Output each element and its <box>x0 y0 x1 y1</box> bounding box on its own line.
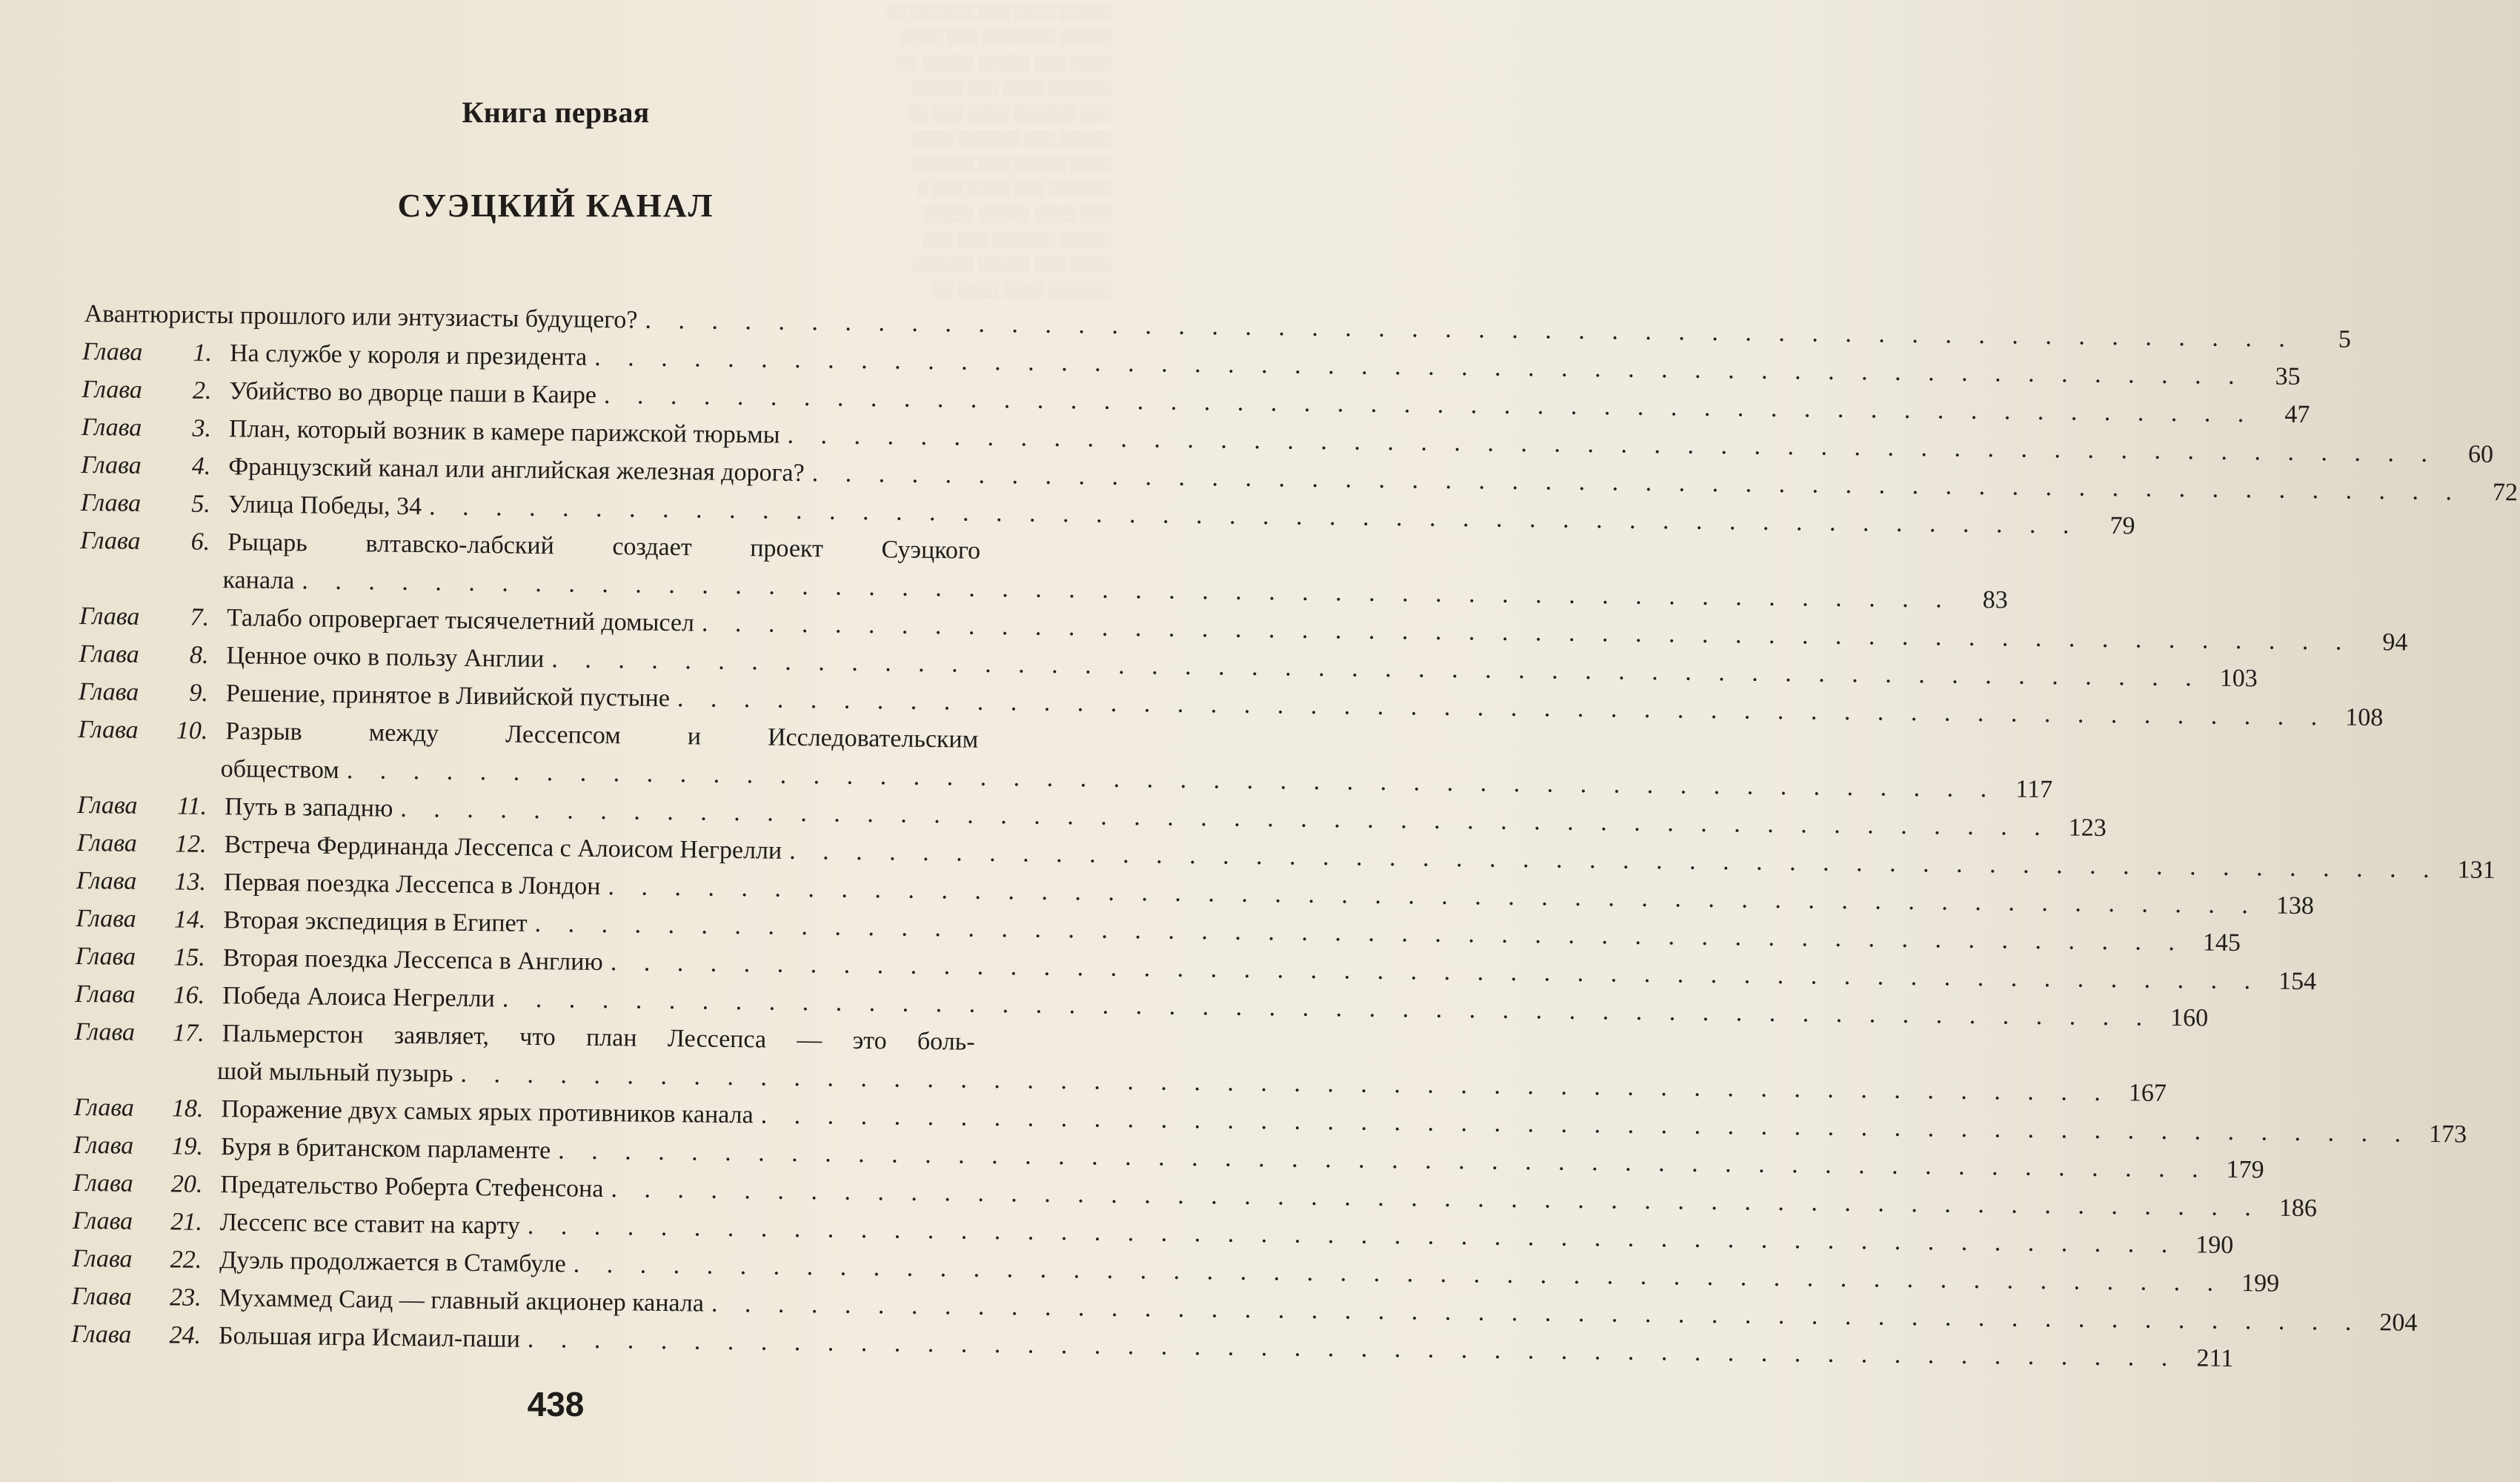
chapter-label: Глава <box>82 337 143 366</box>
chapter-label: Глава <box>76 866 137 895</box>
leader-dots: . . . . . . . . . . . . . . . . . . . . . . . . . . . . . . . . . . . . . . . . . . . . . . . . . . <box>534 909 2186 957</box>
leader-dots: . . . . . . . . . . . . . . . . . . . . . . . . . . . . . . . . . . . . . . . . . . . . . . . . . . <box>527 1212 2178 1259</box>
chapter-page: 83 <box>1982 586 2008 614</box>
chapter-label: Глава <box>80 526 141 555</box>
chapter-title: Победа Алоиса Негрелли <box>222 982 496 1013</box>
chapter-title: Путь в западню <box>224 793 393 823</box>
chapter-page: 211 <box>2196 1344 2234 1373</box>
chapter-title: План, который возник в камере парижской тюрьмы <box>228 415 780 449</box>
chapter-title: На службе у короля и президента <box>229 339 588 371</box>
chapter-number: 4. <box>191 452 211 480</box>
chapter-page: 186 <box>2278 1194 2318 1223</box>
chapter-label: Глава <box>81 413 142 442</box>
toc-chapter-row <box>74 1013 2167 1107</box>
chapter-page: 167 <box>2128 1079 2167 1107</box>
chapter-label: Глава <box>76 904 136 933</box>
chapter-title: Встреча Фердинанда Лессепса с Алоисом Негрелли <box>224 831 782 865</box>
chapter-title: Французский канал или английская железная дорога? <box>228 453 805 488</box>
chapter-number: 9. <box>189 679 209 707</box>
chapter-title: Первая поездка Лессепса в Лондон <box>223 868 601 900</box>
chapter-label: Глава <box>82 375 143 404</box>
show-through-text: ░░░░░ ░░░░ ░░░ ░░░░░░ ░░ ░░░░░ ░░░░░░░ ░░░ ░░░░ ░░░░ ░░░ ░░░░░ ░░░░░ ░░ ░░░░░░ ░░░░ ░░░ ░░░░░ ░░░ ░░░░░░ ░░░░ ░░░ ░░ ░░░░░ ░░░ ░░░░░░ ░░░░ ░░░░ ░░░░░ ░░░ ░░░░░░ ░░░░░░ ░░░ ░░░░ ░░░ ░ ░░░ ░░░░ ░░░░░ ░░░░░ ░░░░░ ░░░░░░ ░░░ ░░░ ░░░░ ░░░ ░░░░░ ░░░░░░ ░░░░░░ ░░░░ ░░░░ ░░ <box>886 4 1111 298</box>
chapter-number: 24. <box>169 1321 202 1349</box>
chapter-page: 79 <box>2110 512 2135 540</box>
chapter-page: 123 <box>2068 814 2107 843</box>
chapter-page: 117 <box>2015 775 2053 804</box>
chapter-page: 138 <box>2275 891 2315 920</box>
chapter-title: Лессепс все ставит на карту <box>219 1209 521 1240</box>
leader-dots: . . . . . . . . . . . . . . . . . . . . . . . . . . . . . . . . . . . . . . . . . . . . . . . . . . <box>428 493 2080 539</box>
leader-dots: . . . . . . . . . . . . . . . . . . . . . . . . . . . . . . . . . . . . . . . . . . . . . . . . . . <box>460 1060 2112 1107</box>
chapter-label: Глава <box>74 1017 136 1046</box>
leader-dots: . . . . . . . . . . . . . . . . . . . . . . . . . . . . . . . . . . . . . . . . . . . . . . . . . . <box>573 1250 2224 1297</box>
leader-dots: . . . . . . . . . . . . . . . . . . . . . . . . . . . . . . . . . . . . . . . . . . . . . . . . . . <box>645 306 2296 353</box>
chapter-number: 6. <box>190 528 210 556</box>
chapter-label: Глава <box>75 942 136 971</box>
chapter-number: 11. <box>176 792 207 820</box>
chapter-label: Глава <box>79 602 140 631</box>
chapter-label: Глава <box>75 980 136 1009</box>
chapter-title-continued: шой мыльный пузырь <box>216 1057 453 1088</box>
chapter-label: Глава <box>73 1169 133 1197</box>
chapter-label: Глава <box>72 1244 133 1273</box>
chapter-title: Рыцарь влтавско-лабский создает проект Суэцкого <box>227 528 981 565</box>
chapter-label: Глава <box>78 715 139 744</box>
chapter-number: 23. <box>169 1283 202 1312</box>
chapter-title: Пальмерстон заявляет, что план Лессепса — это боль- <box>222 1020 975 1056</box>
chapter-number: 18. <box>171 1094 204 1123</box>
chapter-page: 179 <box>2226 1155 2264 1184</box>
leader-dots: . . . . . . . . . . . . . . . . . . . . . . . . . . . . . . . . . . . . . . . . . . . . . . . . . . <box>811 459 2463 506</box>
chapter-page: 160 <box>2170 1004 2209 1032</box>
chapter-title: Улица Победы, 34 <box>227 491 422 521</box>
page-number: 438 <box>527 1385 585 1423</box>
chapter-title: Мухаммед Саид — главный акционер канала <box>219 1284 705 1317</box>
chapter-number: 14. <box>173 906 206 934</box>
chapter-title: Разрыв между Лессепсом и Исследовательским <box>225 717 979 754</box>
chapter-title: Предательство Роберта Стефенсона <box>220 1171 604 1203</box>
chapter-title: Убийство во дворце паши в Каире <box>229 377 597 409</box>
chapter-number: 8. <box>189 641 209 669</box>
chapter-page: 72 <box>2492 478 2519 507</box>
chapter-title: Вторая поездка Лессепса в Англию <box>222 944 604 977</box>
table-of-contents <box>70 295 2519 1373</box>
toc-chapter-row <box>79 522 2008 614</box>
toc-chapter-row <box>77 711 2053 804</box>
chapter-page: 190 <box>2195 1231 2234 1260</box>
chapter-number: 10. <box>176 717 208 745</box>
chapter-page: 154 <box>2278 967 2317 996</box>
leader-dots: . . . . . . . . . . . . . . . . . . . . . . . . . . . . . . . . . . . . . . . . . . . . . . . . . . <box>760 1101 2412 1148</box>
chapter-title: Буря в британском парламенте <box>220 1133 551 1165</box>
chapter-page: 35 <box>2275 362 2301 391</box>
chapter-label: Глава <box>70 1320 132 1349</box>
chapter-number: 19. <box>171 1132 204 1160</box>
chapter-page: 204 <box>2379 1309 2418 1337</box>
leader-dots: . . . . . . . . . . . . . . . . . . . . . . . . . . . . . . . . . . . . . . . . . . . . . . . . . . <box>701 609 2353 656</box>
leader-dots: . . . . . . . . . . . . . . . . . . . . . . . . . . . . . . . . . . . . . . . . . . . . . . . . . . <box>558 1137 2209 1183</box>
chapter-page: 94 <box>2382 628 2408 657</box>
chapter-label: Глава <box>78 677 139 706</box>
chapter-title: Дуэль продолжается в Стамбуле <box>219 1246 567 1278</box>
leader-dots: . . . . . . . . . . . . . . . . . . . . . . . . . . . . . . . . . . . . . . . . . . . . . . . . . . <box>551 645 2202 692</box>
chapter-title-continued: обществом <box>220 755 340 784</box>
chapter-label: Глава <box>73 1131 134 1160</box>
leader-dots: . . . . . . . . . . . . . . . . . . . . . . . . . . . . . . . . . . . . . . . . . . . . . . . . . . <box>611 1175 2262 1222</box>
chapter-number: 15. <box>173 943 206 971</box>
chapter-number: 3. <box>192 414 212 442</box>
chapter-title: Вторая экспедиция в Египет <box>223 906 528 937</box>
chapter-number: 7. <box>190 603 210 631</box>
leader-dots: . . . . . . . . . . . . . . . . . . . . . . . . . . . . . . . . . . . . . . . . . . . . . . . . . . <box>502 985 2153 1031</box>
chapter-page: 108 <box>2345 703 2384 732</box>
chapter-number: 1. <box>193 339 213 367</box>
leader-dots: . . . . . . . . . . . . . . . . . . . . . . . . . . . . . . . . . . . . . . . . . . . . . . . . . . <box>610 948 2261 995</box>
chapter-title-continued: канала <box>222 566 295 595</box>
chapter-title: Поражение двух самых ярых противников канала <box>221 1095 754 1129</box>
chapter-page: 173 <box>2428 1120 2467 1149</box>
chapter-title: Ценное очко в пользу Англии <box>226 642 545 674</box>
leader-dots: . . . . . . . . . . . . . . . . . . . . . . . . . . . . . . . . . . . . . . . . . . . . . . . . . . <box>603 381 2255 428</box>
chapter-page: 60 <box>2467 440 2494 468</box>
chapter-page: 47 <box>2284 400 2310 429</box>
leader-dots: . . . . . . . . . . . . . . . . . . . . . . . . . . . . . . . . . . . . . . . . . . . . . . . . . . <box>594 343 2245 391</box>
chapter-number: 20. <box>170 1170 203 1198</box>
chapter-number: 2. <box>192 376 212 405</box>
chapter-number: 13. <box>174 868 207 896</box>
chapter-number: 17. <box>172 1019 205 1047</box>
leader-dots: . . . . . . . . . . . . . . . . . . . . . . . . . . . . . . . . . . . . . . . . . . . . . . . . . . <box>608 873 2259 920</box>
book-title: Книга первая <box>462 96 650 129</box>
chapter-label: Глава <box>72 1206 133 1235</box>
chapter-number: 16. <box>173 981 205 1009</box>
chapter-page: 103 <box>2219 664 2258 693</box>
chapter-number: 22. <box>170 1246 202 1274</box>
chapter-title: Большая игра Исмаил-паши <box>218 1322 521 1353</box>
leader-dots: . . . . . . . . . . . . . . . . . . . . . . . . . . . . . . . . . . . . . . . . . . . . . . . . . . <box>711 1289 2362 1336</box>
chapter-label: Глава <box>80 488 142 517</box>
chapter-page: 145 <box>2202 928 2241 957</box>
leader-dots: . . . . . . . . . . . . . . . . . . . . . . . . . . . . . . . . . . . . . . . . . . . . . . . . . . <box>302 567 1952 614</box>
leader-dots: . . . . . . . . . . . . . . . . . . . . . . . . . . . . . . . . . . . . . . . . . . . . . . . . . . <box>787 421 2438 468</box>
chapter-label: Глава <box>73 1093 135 1122</box>
chapter-page: 131 <box>2457 856 2496 884</box>
leader-dots: . . . . . . . . . . . . . . . . . . . . . . . . . . . . . . . . . . . . . . . . . . . . . . . . . . <box>400 794 2051 842</box>
chapter-label: Глава <box>81 451 142 479</box>
chapter-number: 5. <box>191 490 211 518</box>
chapter-page: 199 <box>2241 1269 2280 1297</box>
part-title: СУЭЦКИЙ КАНАЛ <box>397 187 714 224</box>
toc-intro-page: 5 <box>2338 325 2352 353</box>
chapter-title: Талабо опровергает тысячелетний домысел <box>226 604 695 637</box>
chapter-label: Глава <box>76 791 138 820</box>
leader-dots: . . . . . . . . . . . . . . . . . . . . . . . . . . . . . . . . . . . . . . . . . . . . . . . . . . <box>789 837 2440 884</box>
chapter-number: 21. <box>170 1208 203 1236</box>
leader-dots: . . . . . . . . . . . . . . . . . . . . . . . . . . . . . . . . . . . . . . . . . . . . . . . . . . <box>527 1325 2178 1372</box>
chapter-label: Глава <box>76 828 138 857</box>
chapter-label: Глава <box>79 639 140 668</box>
leader-dots: . . . . . . . . . . . . . . . . . . . . . . . . . . . . . . . . . . . . . . . . . . . . . . . . . . <box>676 685 2328 731</box>
chapter-title: Решение, принятое в Ливийской пустыне <box>225 679 671 713</box>
leader-dots: . . . . . . . . . . . . . . . . . . . . . . . . . . . . . . . . . . . . . . . . . . . . . . . . . . <box>346 757 1998 803</box>
chapter-label: Глава <box>71 1282 133 1311</box>
toc-intro-title: Авантюристы прошлого или энтузиасты будущего? <box>84 300 638 334</box>
chapter-number: 12. <box>174 830 207 858</box>
